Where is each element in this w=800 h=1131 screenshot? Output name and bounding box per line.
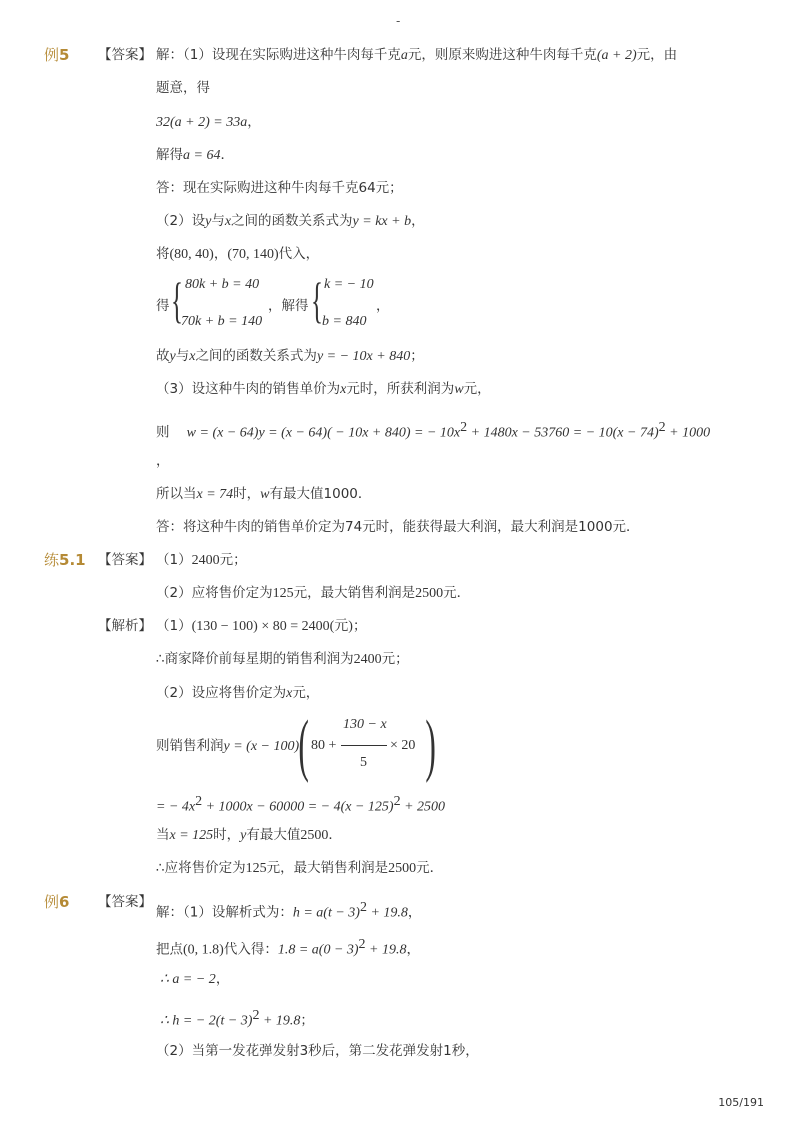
example-6-tag: 例6	[44, 893, 70, 911]
ex6-line-1: 解：（1）设解析式为：$h = a(t - 3)^2 + 19.8$，	[156, 900, 422, 921]
system-2-row-1: k = − 10	[324, 277, 374, 292]
ex5-line-4: 解得a = 64．	[156, 147, 234, 163]
ex6-line-2: 把点(0, 1.8)代入得：$1.8 = a(0 - 3)^2 + 19.8$，	[156, 937, 420, 958]
system-1-row-2: 70k + b = 140	[181, 314, 263, 329]
left-brace-icon: {	[171, 272, 183, 328]
ex5-system-end: ，	[376, 298, 390, 314]
ex5-line-11-comma: ，	[156, 453, 170, 469]
pr51-fraction-tail: × 20	[390, 738, 416, 753]
fraction-bar	[341, 745, 387, 746]
ex5-system-jiede: ，解得	[268, 298, 309, 314]
ex5-line-12: 所以当x = 74时，w有最大值1000．	[156, 486, 372, 502]
fraction-denominator: 5	[360, 755, 367, 770]
right-paren-icon: )	[425, 707, 436, 784]
pr51-fraction-lead: 80 +	[311, 738, 337, 753]
ex6-line-3: ∴ a = − 2，	[160, 971, 230, 987]
ex6-line-5: （2）当第一发花弹发射3秒后，第二发花弹发射1秒，	[156, 1043, 479, 1059]
ex5-line-1: 解：（1）设现在实际购进这种牛肉每千克a元，则原来购进这种牛肉每千克(a + 2)元，由	[156, 47, 678, 63]
answer-label: 【答案】	[98, 552, 152, 568]
practice-5-1-tag: 练5.1	[44, 551, 86, 569]
system-1-row-1: 80k + b = 40	[185, 277, 260, 292]
answer-label: 【答案】	[98, 47, 152, 63]
pr51-step-6: 当x = 125时，y有最大值2500．	[156, 827, 342, 843]
ex5-line-6: （2）设y与x之间的函数关系式为y = kx + b，	[156, 213, 425, 229]
left-brace-icon: {	[311, 272, 323, 328]
pr51-step-4: 则销售利润y = (x − 100)	[156, 738, 300, 754]
pr51-answer-1: （1）2400元；	[156, 552, 247, 568]
ex5-line-3: 32(a + 2) = 33a，	[156, 114, 261, 130]
ex5-line-11: 则 w = (x − 64)y = (x − 64)( − 10x + 840) = − $10x^2 + 1480x - 53760$ = − $10(x - 74)^2 + 1000$	[156, 420, 711, 441]
pr51-step-1: （1）(130 − 100) × 80 = 2400(元)；	[156, 618, 367, 634]
equation-system-1	[171, 271, 271, 341]
answer-label: 【答案】	[98, 894, 152, 910]
ex5-line-10: （3）设这种牛肉的销售单价为x元时，所获利润为w元，	[156, 381, 491, 397]
ex6-line-4: ∴ h = − $2(t - 3)^2 + 19.8$；	[160, 1008, 314, 1029]
ex5-line-9: 故y与x之间的函数关系式为y = − 10x + 840；	[156, 348, 424, 364]
ex5-line-5: 答：现在实际购进这种牛肉每千克64元；	[156, 180, 403, 196]
analysis-label: 【解析】	[98, 618, 152, 634]
ex5-line-2: 题意，得	[156, 80, 210, 96]
page-top-mark: -	[396, 14, 401, 28]
pr51-step-7: ∴应将售价定为125元，最大销售利润是2500元．	[156, 860, 444, 876]
ex5-line-7: 将(80, 40)，(70, 140)代入，	[156, 246, 320, 262]
fraction-numerator: 130 − x	[343, 717, 387, 732]
pr51-step-2: ∴商家降价前每星期的销售利润为2400元；	[156, 651, 409, 667]
example-5-tag: 例5	[44, 46, 70, 64]
pr51-answer-2: （2）应将售价定为125元，最大销售利润是2500元．	[156, 585, 471, 601]
page-number: 105/191	[718, 1096, 764, 1109]
ex5-system-de: 得	[156, 298, 170, 314]
ex5-line-13: 答：将这种牛肉的销售单价定为74元时，能获得最大利润，最大利润是1000元．	[156, 519, 640, 535]
pr51-step-3: （2）设应将售价定为x元，	[156, 685, 320, 701]
pr51-step-5: = − $4x^2 + 1000x - 60000$ = − $4(x - 125)^2 + 2500$	[156, 794, 446, 815]
left-paren-icon: (	[298, 707, 309, 784]
system-2-row-2: b = 840	[322, 314, 367, 329]
